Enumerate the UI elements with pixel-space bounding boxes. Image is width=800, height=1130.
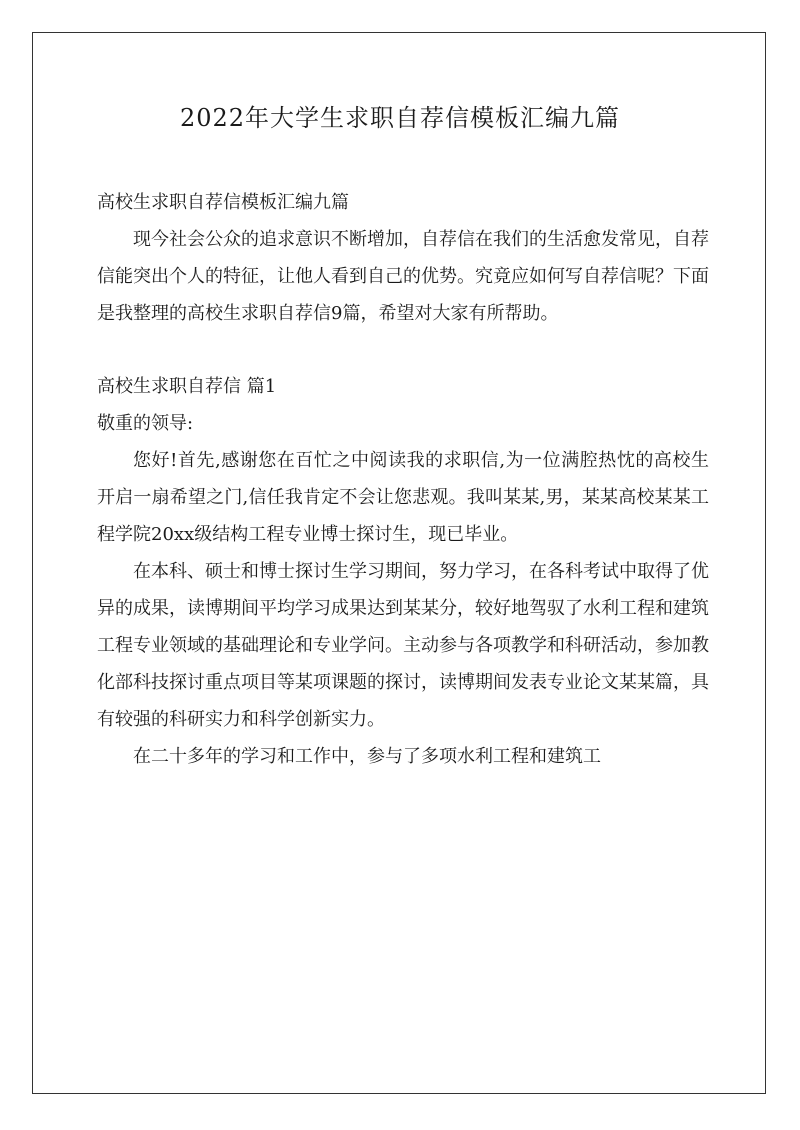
document-subtitle: 高校生求职自荐信模板汇编九篇 <box>97 192 349 213</box>
salutation: 敬重的领导: <box>97 413 194 434</box>
document-title: 2022年大学生求职自荐信模板汇编九篇 <box>179 104 621 132</box>
section-spacer <box>97 332 709 368</box>
section-heading: 高校生求职自荐信 篇1 <box>97 376 277 397</box>
body-paragraph: 在二十多年的学习和工作中，参与了多项水利工程和建筑工 <box>133 746 601 767</box>
document-body <box>97 184 709 775</box>
body-paragraph: 您好!首先,感谢您在百忙之中阅读我的求职信,为一位满腔热忱的高校生开启一扇希望之门,信任我肯定不会让您悲观。我叫某某,男，某某高校某某工程学院20xx级结构工程专业博士探讨生，现已毕业。 <box>97 450 709 545</box>
body-paragraph: 在本科、硕士和博士探讨生学习期间，努力学习，在各科考试中取得了优异的成果，读博期间平均学习成果达到某某分，较好地驾驭了水利工程和建筑工程专业领域的基础理论和专业学问。主动参与各项教学和科研活动，参加教化部科技探讨重点项目等某项课题的探讨，读博期间发表专业论文某某篇，具有较强的科研实力和科学创新实力。 <box>97 561 709 730</box>
intro-paragraph: 现今社会公众的追求意识不断增加，自荐信在我们的生活愈发常见，自荐信能突出个人的特征，让他人看到自己的优势。究竟应如何写自荐信呢？下面是我整理的高校生求职自荐信9篇，希望对大家有所帮助。 <box>97 229 709 324</box>
